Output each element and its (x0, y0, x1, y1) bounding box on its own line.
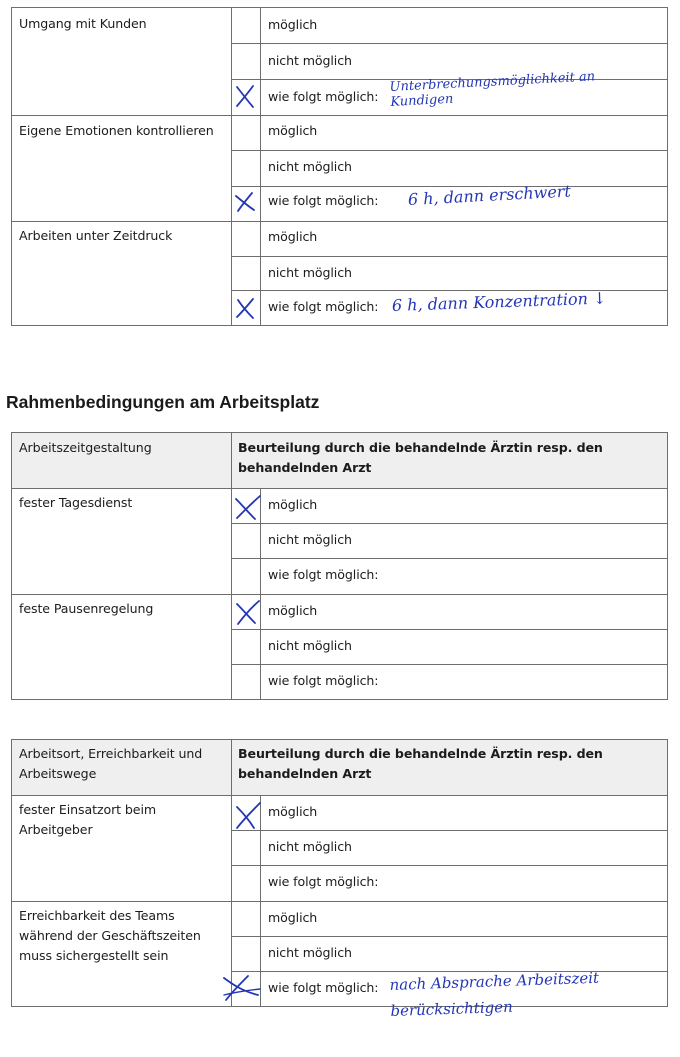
option-label: möglich (268, 910, 318, 925)
column-header: Arbeitszeitgestaltung (19, 440, 152, 455)
checkmark-x-icon (233, 189, 257, 215)
subrow-divider (231, 664, 668, 665)
option-label: möglich (268, 603, 318, 618)
subrow-divider (231, 43, 668, 44)
column-header: Beurteilung durch die behandelnde Ärztin resp. den behandelnden Arzt (238, 440, 603, 475)
row-label: fester Einsatzort beim Arbeitgeber (19, 802, 157, 837)
subrow-divider (231, 150, 668, 151)
subrow-divider (231, 629, 668, 630)
handwritten-note: 6 h, dann Konzentration ↓ (391, 288, 607, 315)
option-label: nicht möglich (268, 159, 352, 174)
checkmark-x-icon (233, 493, 263, 523)
col-divider (260, 7, 261, 326)
row-label: Erreichbarkeit des Teams während der Geschäftszeiten muss sichergestellt sein (19, 908, 201, 963)
option-label: möglich (268, 17, 318, 32)
option-label: wie folgt möglich: (268, 89, 379, 104)
section-title: Rahmenbedingungen am Arbeitsplatz (6, 392, 320, 412)
row-divider (11, 115, 668, 116)
option-label: nicht möglich (268, 53, 352, 68)
option-label: nicht möglich (268, 532, 352, 547)
option-label: möglich (268, 497, 318, 512)
option-label: möglich (268, 229, 318, 244)
row-label: fester Tagesdienst (19, 495, 133, 510)
option-label: wie folgt möglich: (268, 980, 379, 995)
subrow-divider (231, 830, 668, 831)
checkmark-x-icon (233, 598, 263, 628)
column-header: Beurteilung durch die behandelnde Ärztin resp. den behandelnden Arzt (238, 746, 603, 781)
subrow-divider (231, 936, 668, 937)
col-divider (231, 7, 232, 326)
option-label: wie folgt möglich: (268, 567, 379, 582)
option-label: möglich (268, 123, 318, 138)
row-label: Umgang mit Kunden (19, 16, 147, 31)
option-label: möglich (268, 804, 318, 819)
col-divider (231, 432, 232, 700)
row-divider (11, 221, 668, 222)
subrow-divider (231, 558, 668, 559)
subrow-divider (231, 523, 668, 524)
row-divider (11, 901, 668, 902)
row-label: Eigene Emotionen kontrollieren (19, 123, 214, 138)
subrow-divider (231, 865, 668, 866)
checkmark-x-icon (233, 800, 263, 832)
row-divider (11, 594, 668, 595)
handwritten-note: nach Absprache Arbeitszeit berücksichtigen (389, 968, 600, 1020)
option-label: wie folgt möglich: (268, 874, 379, 889)
column-header: Arbeitsort, Erreichbarkeit und Arbeitswege (19, 746, 203, 781)
row-label: feste Pausenregelung (19, 601, 154, 616)
handwritten-note: 6 h, dann erschwert (407, 181, 572, 209)
handwritten-note: Unterbrechungsmöglichkeit an Kundigen (389, 69, 596, 110)
option-label: nicht möglich (268, 945, 352, 960)
option-label: wie folgt möglich: (268, 193, 379, 208)
col-divider (231, 739, 232, 1007)
option-label: wie folgt möglich: (268, 673, 379, 688)
option-label: wie folgt möglich: (268, 299, 379, 314)
row-label: Arbeiten unter Zeitdruck (19, 228, 173, 243)
checkmark-x-icon (233, 82, 257, 110)
option-label: nicht möglich (268, 839, 352, 854)
option-label: nicht möglich (268, 638, 352, 653)
checkmark-x-icon (233, 294, 257, 322)
option-label: nicht möglich (268, 265, 352, 280)
checkmark-x-icon (218, 973, 264, 1003)
subrow-divider (231, 256, 668, 257)
